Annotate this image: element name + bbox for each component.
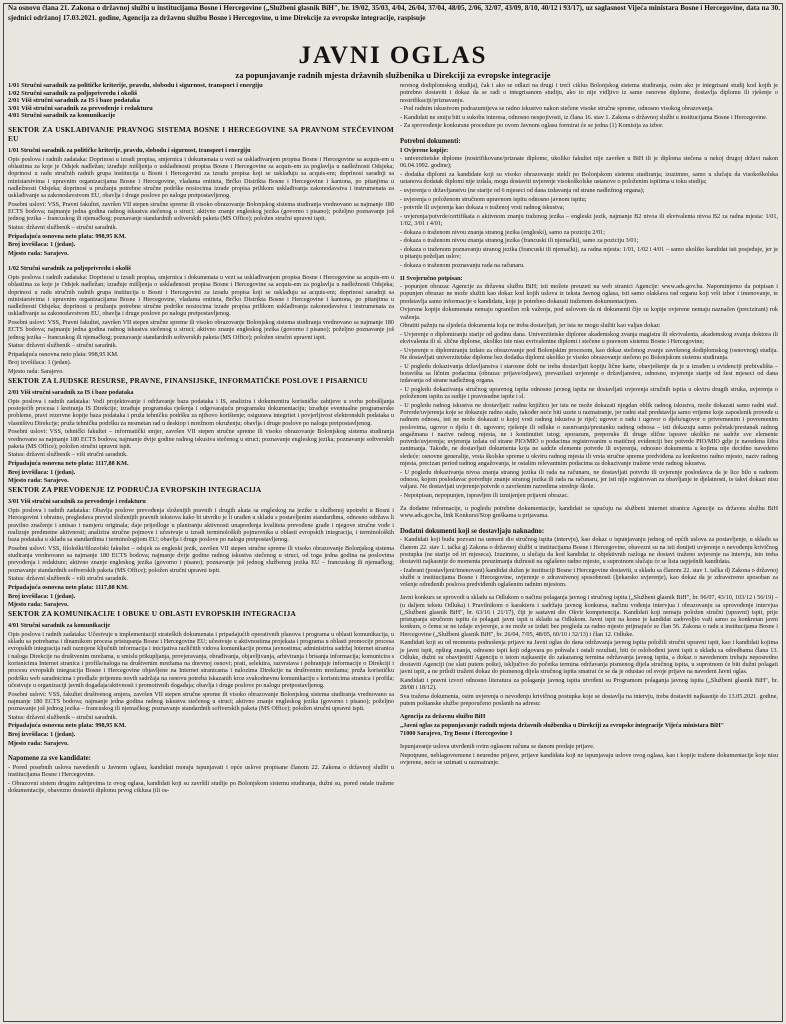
paragraph: Mjesto rada: Sarajevo. [8, 368, 64, 376]
bold-line: I Ovjerene kopije: [400, 146, 449, 154]
paragraph: Status: državni službenik – stručni saradnik. [8, 713, 118, 721]
paragraph: Javni konkurs se sprovodi u skladu sa Odlukom o načinu polaganja javnog i stručnog ispita („Službeni glasnik BiH", br. 96/07, 43/10, 103/12 i 56/19) – (u daljem tekstu Odluka) i Pravilnikom o karakteru i sadržaju javnog konkursa, načinu vođenja intervjua i obrazovanju sa sprovođenje intervjua („Službeni glasnik BiH", br. 63/16 i 21/17), čiji je sastavni dio Okvir kompetencija. Kandidati koji nemaju položen stručni (upravni) ispit, prije pristupanja stručnom ispitu će polagati javni ispit u skladu sa Odlukom. Javni ispit na kome je kandidat zadovoljio važi samo za konkretan javni konkurs, o čemu se ne izdaje uvjerenje, a ne može se izdati bez pregleda za radno mjesto prijmajuće se član 56. Zakona o radu u institucijama Bosne i Hercegovine („Službeni glasnik BiH", br. 26/04, 7/05, 48/05, 60/10 i 32/13) i član 12. Odluke. [400, 594, 778, 638]
paragraph: Za dodatne informacije, u pogledu potrebne dokumentacije, kandidati se upućuju na službeni internet stranicu Agencije za državnu službu BiH www.ads.gov.ba, link Konkursi/Stop greškama u prijavama. [400, 504, 778, 520]
bullet-item: - dokaza o traženom poznavanju rada na računaru. [400, 262, 778, 269]
page-subtitle: za popunjavanje radnih mjesta državnih službenika u Direkciji za evropske integracije [235, 70, 551, 80]
bold-line: Mjesto rada: Sarajevo. [8, 601, 69, 609]
positions-list [8, 82, 394, 120]
bold-line: Broj izvršilaca: 1 (jedan). [8, 468, 76, 476]
paragraph: Opis poslova i radnih zadataka: Obavlja poslove prevođenja složenijih pravnih i drugih akata sa engleskog na jezike u službenoj upotrebi u Bosni i Hercegovini i obratno, pregledava prevod složenijih pravnih tekstova kako bi utvrdio je li urađen u skladu s postavljenim standardima, odnosno održava li pravilno značenje i smisao i namjeru originala; daje prijedloge u planiranju aktivnosti unapređenja kvaliteta prevođene građe i njegove stručne vođe i realizuje predmetne aktivnosti; analizira stručne pojmove i učestvuje u izradi terminoloških pojmovnika u oblasti evropskih integracija, i terminoloških baza podataka u skladu sa standardima i terminologijom EU; obavlja i druge poslove po nalogu pretpostavljenog. [8, 507, 394, 544]
subheading: Napomene za sve kandidate: [8, 755, 91, 763]
spacer [400, 709, 778, 712]
right-column [400, 82, 778, 768]
paragraph: Status: državni službenik – viši stručni saradnik. [8, 575, 128, 583]
bold-line: 71000 Sarajevo, Trg Bosne i Hercegovine 1 [400, 730, 513, 738]
position-item: 1/01 Stručni saradnik za političke kriterije, pravdu, slobodu i sigurnost, transport i energiju [8, 82, 263, 89]
paragraph: Kandidati koji su od momenta podnošenja prijave na Javni oglas do dana održavanja javnog ispita položili stručni upravni ispit, kao i kandidati kojima je javni ispit, opšteg znanja, odnosno ispit koji odgovara po pohvalu i ostali rezultati, biti će oslobođeni javni ispit u skladu sa odredbama člana 13. Odluke, dužni su obavijestiti Agenciju o istom najkasnije do zakazanog termina održavanja javnog ispita, a dokaz o navedenom trebaju neposredno dostaviti Agenciji (ne slati putem pošte), isključivo do početka termina održavanja pismenog dijela stručnog ispita, u suprotnom će biti dužni polagati javni ispit, a ne priloži traženi dokaz do pismenog dijela stručnog ispita smatrat će se da je odustao od svoje prijave na navedeni Javni oglas. [400, 639, 778, 676]
bold-line: Mjesto rada: Sarajevo. [8, 477, 69, 485]
position-item: 4/01 Stručni saradnik za komunikacije [8, 112, 116, 120]
bullet-item: - dokaza o traženom nivou znanja stranog jezika (engleski), samo za poziciju 2/01; [400, 229, 778, 236]
bullet-item: - uvjerenja o državljanstvu (ne starije od 6 mjeseci od dana izdavanja od strane nadležnog organa); [400, 187, 778, 194]
bullet-item: - U pogledu dokazivanja nivoa znanja stranog jezika ili rada na računaru, ne dostavljati potvrdu ili uvjerenje poslodavca da je lice bilo u radnom odnosu, kojom poslodavac potvrđuje znanje stranog jezika ili rada na računaru, jer isti nije registrovan za obavljanje te djelatnosti, te takvi dokazi nisu valjani. Ne dostavljati uvjerenje/potvrde o završenim razredima strednje škole. [400, 469, 778, 491]
bullet-item: - Izabrani (postavljeni/imenovani) kandidat dužan je instituciji Bosne i Hercegovine dostaviti, u skladu sa članom 22. stav 1. tačka d) Zakona o državnoj službi u institucijama Bosne i Hercegovine, uvjerenje o zdravstvenoj sposobnosti (ljekarsko uvjerenje), kao dokaz da je zdravstveno sposoban za vršenje određenih poslova predviđenih oglašenim radnim mjestom. [400, 567, 778, 589]
bold-line: Pripadajuća osnovna neto plata: 1117,88 KM. [8, 583, 129, 591]
position-heading: 1/01 Stručni saradnik za političke kriterije, pravdu, slobodu i sigurnost, transport i energiju [8, 147, 251, 155]
bullet-item: - Uvjerenje o diplomiranju izdato za obrazovanje pod Bolonjskim procesom, kao dokaz stečenog zvanje završenog dodiplomskog (osnovnog) studija. Ne dostavljati univerzitetske diplome bez dodatka diplomi ukoliko je visoko obrazovanje stečeno po Bolonjskom sistemu studiranja. [400, 347, 778, 362]
bullet-item: - dokaza o traženom poznavanju stranog jezika (francuski ili njemački), za radna mjesta: 1/01, 1/02 i 4/01 – samo ukoliko kandidat isti posjeduje, jer je u pitanju poželjan uslov; [400, 246, 778, 261]
paragraph: Opis poslova i radnih zadataka: Doprinosi u izradi propisa, smjernica i dokumenata u vezi sa usklađivanjem propisa Bosne i Hercegovine sa acquis-em u oblastima za koje je Odsjek nadležan; izrađuje mišljenja o usklađenosti propisa Bosne i Hercegovine sa acquis-em za poglavlja u nadležnosti Odsjeka; doprinosi u radu stručnih radnih grupa institucija u Bosni i Hercegovini za izradu propisa koji se usklađuju sa acquis-em; doprinosi saradnji sa ministarstvima i upravnim organizacijama Bosne i Hercegovine, vladama entiteta, Brčko Distrikta Bosne i Hercegovine i kantona, po pitanjima u nadležnosti Odsjeka; doprinosi u pružanju potrebne stručne podrške nosiocima izrade propisa prilikom usklađivanja zakonodavstva i instrumenata za usklađivanje sa zakonodavstvom EU, obavlja i druge poslove po nalogu pretpostavljenog. [8, 273, 394, 318]
section-heading: SEKTOR ZA USKLAĐIVANJE PRAVNOG SISTEMA BOSNE I HERCEGOVINE SA PRAVNOM STEČEVINOM EU [8, 124, 394, 143]
paragraph: Obratiti pažnju na sljedeća dokumenta koja ne treba dostavljati, jer ista ne mogu služiti kao valjan dokaz: [400, 322, 661, 330]
spacer [400, 131, 778, 134]
bullet-item: - Obrazovni sistem drugim zahtjevima iz ovog oglasa, kandidati koji su završili studije po Bolonjskom sistemu studiranja, dužni su, pored ostale tražene dokumentacije, obavezno dostaviti diplomu prvog ciklusa (ili os- [8, 780, 394, 795]
paragraph: Opis poslova i radnih zadataka: Učestvuje u implementaciji strateških dokumenata i pripadajućih operativnih planova i programa u oblasti komunikacija, u skladu sa potrebama i dinamikom procesa pristupanja Bosne i Hercegovine EU; učestvuje u aktivnostima projekata i programa u oblasti promocije procesa evropskih integracija radi razmjene ključnih informacija i inicijativa različitih vidova komunikacije prema javnostima; administrira sadržaj Internet stranica i naloga Direkcije na društvenim mrežama, u smislu prikupljanja, provjeravanja, obrađivanja, objavljivanja, arhiviranja i brisanja informacija; komunicira s korisnicima Internet stranica i profila/naloga na društvenim mrežama na dnevnoj osnovi; prati, selektira, razvrstava i pohranjuje informacije o Direkciji i procesu evropskih integracija Bosne i Hercegovine objavljene na Internet stranicama i nalozima Direkcije na društvenim mrežama; pruža korisničku podršku web saradnicima i predlaže prijemnu novih sadržaja na osnovu potreba iskazanih kroz svakodnevnu komunikaciju s korisnicima stranica i profila; učestvuje u organizaciji javnih događaja/aktivnosti i promotivnih događaja; obavlja i druge poslove po nalogu pretpostavljenog. [8, 630, 394, 689]
bullet-item: - dodatka diplomi za kandidate koji su visoko obrazovanje stekli po Bolonjskom sistemu studiranja; izuzimno, samo u slučaju da visokoškolska ustanova dodatak diplomi nije izdala, mogu dostaviti uvjerenje visokoškolske ustanove o položenim ispitima u toku studija; [400, 171, 778, 186]
paragraph: Ispunjavanje uslova utvrđenih ovim oglasom računa se danom predaje prijave. [400, 743, 595, 751]
spacer [400, 521, 778, 524]
position-heading: 4/01 Stručni saradnik za komunikacije [8, 622, 111, 630]
paragraph: Status: državni službenik – viši stručni saradnik. [8, 451, 128, 459]
bold-line: Pripadajuća osnovna neto plata: 998,95 KM. [8, 722, 127, 730]
paragraph: Pripadajuća osnovna neto plata: 998,95 KM. [8, 350, 119, 358]
bold-line: Mjesto rada: Sarajevo. [8, 739, 69, 747]
page-title: JAVNI OGLAS [298, 42, 488, 69]
spacer [400, 590, 778, 593]
subheading: Potrebni dokumenti: [400, 137, 461, 145]
bold-line: Broj izvršilaca: 1 (jedan). [8, 730, 76, 738]
bullet-item: - potvrde ili uvjerenja kao dokaza o traženoj vrsti radnog iskustva; [400, 204, 778, 211]
bullet-item: - uvjerenja o položenom stručnom upravnom ispitu odnosno javnom ispitu; [400, 196, 778, 203]
left-column [8, 82, 394, 795]
bullet-item: - Pored posebnih uslova navedenih u Javnom oglasu, kandidati moraju ispunjavati i opće uslove propisane članom 22. Zakona o državnoj službi u institucijama Bosne i Hercegovine. [8, 764, 394, 779]
spacer [400, 739, 778, 742]
bullet-item: - Za sprovođenje konkursne procedure po ovom Javnom oglasu formirat će se jedna (1) Komisija za izbor. [400, 122, 778, 129]
paragraph: Posebni uslovi: VSS, fakultet društvenog smjera, završen VII stepen stručne spreme ili visoko obrazovanje Bolonjskog sistema studiranja vrednovano sa najmanje 180 ECTS bodova; najmanje jedna godina radnog iskustva stečenog u struci; aktivno znanje engleskog jezika (govorno i pisano); poželjno poznavanje još jednog jezika – francuskog ili njemačkog; poznavanje standardnih softverskih paketa (MS Office); položen stručni upravni ispit. [8, 690, 394, 713]
position-item: 1/02 Stručni saradnik za poljoprivredu i okoliš [8, 89, 138, 97]
position-heading: 3/01 Viši stručni saradnik za prevođenje i redakturu [8, 498, 146, 506]
paragraph: Posebni uslovi: VSS, Pravni fakultet, završen VII stepen stručne spreme ili visoko obrazovanje Bolonjskog sistema studiranja vrednovano sa najmanje 180 ECTS bodova; najmanje jedna godina radnog iskustva stečenog u struci; aktivno znanje engleskog jezika (govorno i pisano); poželjno poznavanje još jednog jezika – francuskog ili njemačkog; poznavanje standardnih softverskih paketa (MS Office); položen stručni upravni ispit. [8, 200, 394, 223]
bold-line: Pripadajuća osnovna neto plata: 1117,88 KM. [8, 460, 129, 468]
position-heading: 2/01 Viši stručni saradnik za IS i baze podataka [8, 389, 134, 397]
paragraph: Posebni uslovi: VSS, filološki/filozofski fakultet – odsjek za engleski jezik, završen VII stepen stručne spreme ili visoko obrazovanje Bolonjskog sistema studiranja vrednovano sa najmanje 180 ECTS bodova; najmanje dvije godine radnog iskustva stečenog u struci, od toga jedna godina na poslovima prevođenja i redakture; aktivno znanje engleskog jezika (govorno i pisano); poznavanje još jednog službenog jezika EU – francuskog ili njemačkog; poznavanje standardnih softverskih paketa (MS Office); položen stručni upravni ispit. [8, 544, 394, 574]
subheading: Dodatni dokumenti koji se dostavljaju naknadno: [400, 527, 545, 535]
bullet-item: - univerzitetske diplome (nostrifikovane/priznate diplome, ukoliko fakultet nije završen u BiH ili je diploma stečena u nekoj drugoj državi nakon 06.04.1992. godine); [400, 155, 778, 170]
bullet-item: - U pogledu dokazivanja stručnog upravnog ispita odnosno javnog ispita ne dostavljati uvjerenja stručnih ispita u okviru drugih struka, uvjerenja o položenom ispitu za sudije i pravosudne ispite i sl. [400, 386, 778, 401]
bullet-item: - Uvjerenje o diplomiranju starije od godinu dana. Univerzitetske diplome akademskog zvanja magistra ili ekvivalenta, akademskog zvanja doktora ili ekvivalenta ili sl. slične diplome, ukoliko iste nisu evrivalentne diplomi i stečene u pravnom sistemu Bosne i Hercegovine; [400, 331, 778, 346]
bold-line: Pripadajuća osnovna neto plata: 998,95 KM. [8, 232, 127, 240]
spacer [400, 500, 778, 503]
section-heading: SEKTOR ZA LJUDSKE RESURSE, PRAVNE, FINANSIJSKE, INFORMATIČKE POSLOVE I PISARNICU [8, 375, 368, 385]
spacer [400, 270, 778, 273]
bold-line: Broj izvršilaca: 1 (jedan). [8, 592, 76, 600]
bullet-item: - popunjen obrazac Agencije za državnu službu BiH; isti možete preuzeti na web stranici Agencije: www.ads.gov.ba. Napominjemo da potpisan i popunjen obrazac ne može služiti kao dokaz kod kojih uslova iz teksta Javnog oglasa, isti samo olakšava rad organu koji vrši izbor i imenovanje, te predstavlja samo informacije o kandidatu, koje je potrebno dokazati traženom dokumentacijom. [400, 283, 778, 305]
paragraph: Status: državni službenik – stručni saradnik. [8, 224, 118, 232]
paragraph: Posebni uslovi: VSS, tehnički fakultet – informatički smjer, završen VII stepen stručne spreme ili visoko obrazovanje Bolonjskog sistema studiranja vrednovano sa najmanje 180 ECTS bodova; najmanje dvije godine radnog iskustva stečenog u struci; poznavanje engleskog jezika; poznavanje softverskih paketa (MS Office); položen stručni upravni ispit. [8, 428, 394, 450]
bullet-item: - U pogledu radnog iskustva ne dostavljati: radnu knjižicu jer ista ne može dokazati njegdan oblik radnog iskustva, može dokazati samo radni staž. Potvrde/uvjerenja koje se dokazuje radno staže, također neće biti uzete u razmatranje, jer radni staž predstavlja samo vrijeme koje zaposlenik provede u radnom odnosu, isti ne može dokazati o kojoj vrsti radnog iskustva je riječ; ugovor o radu i ugovor o djelu/ugovor o privremenim i povremenim poslovima, ugovor o djelu i dr. ugovore; rješenje ili odluke o zasnivanju/prestanku radnog odnosa – isti dokazuju samo početak/prestanak radnog angažmana i nazive radnog mjesta, ne i kontinuitet istog; sporazum, preporuke ili druge slične isprave ukoliko ne sadrže sve elemente potvrde/uvjerenja; uvjerenja izdata od strane PIO/MIO o podacima registrovanim u matičnoj evidenciji bez potvrde PIO/MIO gdje je navedena šifra zanimanja. Takođe, ne dostavljati dokumenta koja ne sadrže elemente potvrde ili uvjerenja, odnosno dokumenta u kojima nije decidno navedeno sledeće: osnovne generalije, vrsta školske spreme u okviru radnog mjesta ili vrsta stručne spreme predviđena za konkretno radno mjesto, naziv radnog mjesta, precizan period radnog angažovanja, te ostalim relevantnim podacima za dokazivanje tražene vrste radnog iskustva. [400, 402, 778, 468]
bold-line: Agencija za državnu službu BiH [400, 713, 486, 721]
spacer [8, 748, 394, 751]
paragraph: Status: državni službenik – stručni saradnik. [8, 342, 118, 350]
bullet-item: - Nepotpisan, nepopunjen, ispravljen ili izmijenjen prijavni obrazac. [400, 492, 778, 499]
bullet-item: - dokaza o traženom nivou znanja stranog jezika (francuski ili njemački), samo za poziciju 3/01; [400, 237, 778, 244]
intro-paragraph: Na osnovu člana 21. Zakona o državnoj službi u institucijama Bosne i Hercegovine („Službeni glasnik BiH", br. 19/02, 35/03, 4/04, 26/04, 37/04, 48/05, 2/06, 32/07, 43/09, 8/10, 40/12 i 93/17), uz saglasnost Vijeća ministara Bosne i Hercegovine, data na 30. sjednici održanoj 17.03.2021. godine, Agencija za državnu službu Bosne i Hercegovine, u ime Direkcije za evropske integracije, raspisuje [8, 4, 780, 22]
spacer [8, 258, 394, 261]
left-column-body [8, 126, 394, 794]
bullet-item: - Kandidati ne smiju biti u sukobu interesa, odnosno nespojivosti, iz člana 16. stav 1. Zakona o državnoj službi u institucijama Bosne i Hercegovine. [400, 114, 778, 121]
bullet-item: - U pogledu dokazivanja državljanstva i starosne dobi ne treba dostavljati kopiju lične karte, obavještenje da je u izrađen u evidenciji prebivališta – boravišta sa ličnim podacima (obrazac prijave/odjave), prevazilazi uvjerenje o državljanstvu, odnosno, uvjerenje starije od šest mjeseci od dana izdavanja od strane nadležnog organa. [400, 363, 778, 385]
paragraph: Opis poslova i radnih zadataka: Doprinosi u izradi propisa, smjernica i dokumenata u vezi sa usklađivanjem propisa Bosne i Hercegovine sa acquis-em u oblastima za koje je Odsjek nadležan; izrađuje mišljenja o usklađenosti propisa Bosne i Hercegovine sa acquis-em za poglavlja u nadležnosti Odsjeka; doprinosi u radu stručnih radnih grupa institucija u Bosni i Hercegovini za izradu propisa koji se usklađuju sa acquis-em; doprinosi saradnji sa ministarstvima i upravnim organizacijama Bosne i Hercegovine, vladama entiteta, Brčko Distrikta Bosne i Hercegovine i kantona, po pitanjima u nadležnosti Odsjeka; doprinosi u pružanju potrebne stručne podrške nosiocima izrade propisa prilikom usklađivanja zakonodavstva i instrumenata za usklađivanje sa zakonodavstvom EU, obavlja i druge poslove po nalogu pretpostavljenog. [8, 155, 394, 200]
position-item: 2/01 Viši stručni saradnik za IS i baze podataka [8, 97, 140, 105]
paragraph: Ovjerene kopije dokumenata nemaju ograničen rok važenja, pod uslovom da ni dokumenti čije su kopije ovjerene nemaju naznačen (precizirani) rok važenja. [400, 306, 778, 321]
bold-line: „Javni oglas za popunjavanje radnih mjesta državnih službenika u Direkciji za evropske integracije Vijeća ministara BiH" [400, 721, 725, 729]
section-heading: SEKTOR ZA KOMUNIKACIJE I OBUKE U OBLASTI EVROPSKIH INTEGRACIJA [8, 608, 296, 618]
paragraph: Broj izvršilaca: 1 (jedan). [8, 359, 72, 367]
bullet-item: - Pod radnim iskustvom podrazumijeva se radno iskustvo nakon stečene visoke stručne spreme, odnosno visokog obrazovanja. [400, 105, 778, 112]
paragraph: Opis poslova i radnih zadataka: Vodi projektovanje i održavanje baza podataka i IS, analizira i dokumentira korisničke zahtjeve u svrhu pobošljanja postojećih procesa i kreiranja IS Direkcije; izrađuje programska rješenja i odgovarajuću programsku dokumentaciju; izrađuje eventualne programerske probleme, pravi rezervne kopije baza podataka i pruža tehničku podršku za njihovo korištenje; osigurava integritet i povjerljivost elektronskih podataka u vlasništvu Direkcije; pruža tehničku podršku za nesmetan rad u desktop i mrežnom okruženju; obavlja i druge poslove po nalogu pretpostavljenog. [8, 397, 394, 427]
paragraph: Sva tražena dokumenta, osim uvjerenja o nevođenju krivičnog postupka koje se dostavlja na intervju, treba dostaviti najkasnije do 13.05.2021. godine, putem poštanske službe preporučeno poslanih na adresu: [400, 692, 778, 708]
right-column-body [400, 82, 778, 766]
bold-line: Broj izvršilaca: 1 (jedan). [8, 241, 76, 249]
bold-line: Mjesto rada: Sarajevo. [8, 249, 69, 257]
paragraph: Posebni uslovi: VSS, Pravni fakultet, završen VII stepen stručne spreme ili visoko obrazovanje Bolonjskog sistema studiranja vrednovano sa najmanje 180 ECTS bodova; najmanje jedna godina radnog iskustva stečenog u struci; aktivno znanje engleskog jezika (govorno i pisano); poželjno poznavanje još jednog jezika – francuskog ili njemačkog; poznavanje standardnih softverskih paketa (MS Office); položen stručni upravni ispit. [8, 319, 394, 341]
paragraph: Kandidati i pravni izvori odnosno literatura za polaganje javnog ispita utvrđeni su Programom polaganja javnog ispita („Službeni glasnik BiH", br. 28/08 i 18/12). [400, 677, 778, 692]
position-item: 3/01 Viši stručni saradnik za prevođenje i redakturu [8, 104, 153, 112]
section-heading: SEKTOR ZA PREVOĐENJE IZ PODRUČJA EVROPSKIH INTEGRACIJA [8, 484, 262, 494]
bullet-item: - uvjerenja/potvrde/certifikata o aktivnom znanju traženog jezika – engleski jezik, najmanje B2 nivoa ili ekvivalenta nivoa B2 za radna mjesta: 1/01, 1/02, 3/01 i 4/01; [400, 213, 778, 228]
position-heading: 1/02 Stručni saradnik za poljoprivredu i okoliš [8, 265, 131, 273]
bullet-item: - Kandidati koji budu pozvani na usmeni dio stručnog ispita (intervju), kao dokaz o ispunjavanju jednog od općih uslova za postavljenje, u skladu sa članom 22. stav 1. tačka g) Zakona o državnoj službi u institucijama Bosne i Hercegovine, obavezni su na isti donijeti uvjerenje o nevođenju krivičnog postupka (ne starije od tri mjeseca). Izuzimno, u slučaju da kod kandidat iz objektivnih razloga ne dostavi traženo uvjerenje na intervju, isto treba dostaviti najkasnije do momenta preuzimanja dužnosti na oglašeno radno mjesto, u suprotnom slučaju će se lista uspješnih kandidata. [400, 536, 778, 565]
paragraph: Nepotpune, neblagovremene i neuredne prijave, prijave kandidata koji ne ispunjavaju uslove ovog oglasa, kao i kopije tražene dokumentacije koje nisu ovjerene, neće se uzimati u razmatranje. [400, 751, 778, 767]
bold-line: II Svojeručno potpisan: [400, 274, 463, 282]
paragraph: novnog dodiplomskog studija), čak i ako se odlazi na drugi i treći ciklus Bolonjskog sistema studiranja, osim ako je integrisani studij kod kojih je potrebno dostaviti i dokaz da se radi o integrisanom studiju, ako to nije vidljivo iz same osnovne diplome, dostavlja diplomu ili rješenje o nostrifikaciji/priznavanju. [400, 82, 778, 104]
